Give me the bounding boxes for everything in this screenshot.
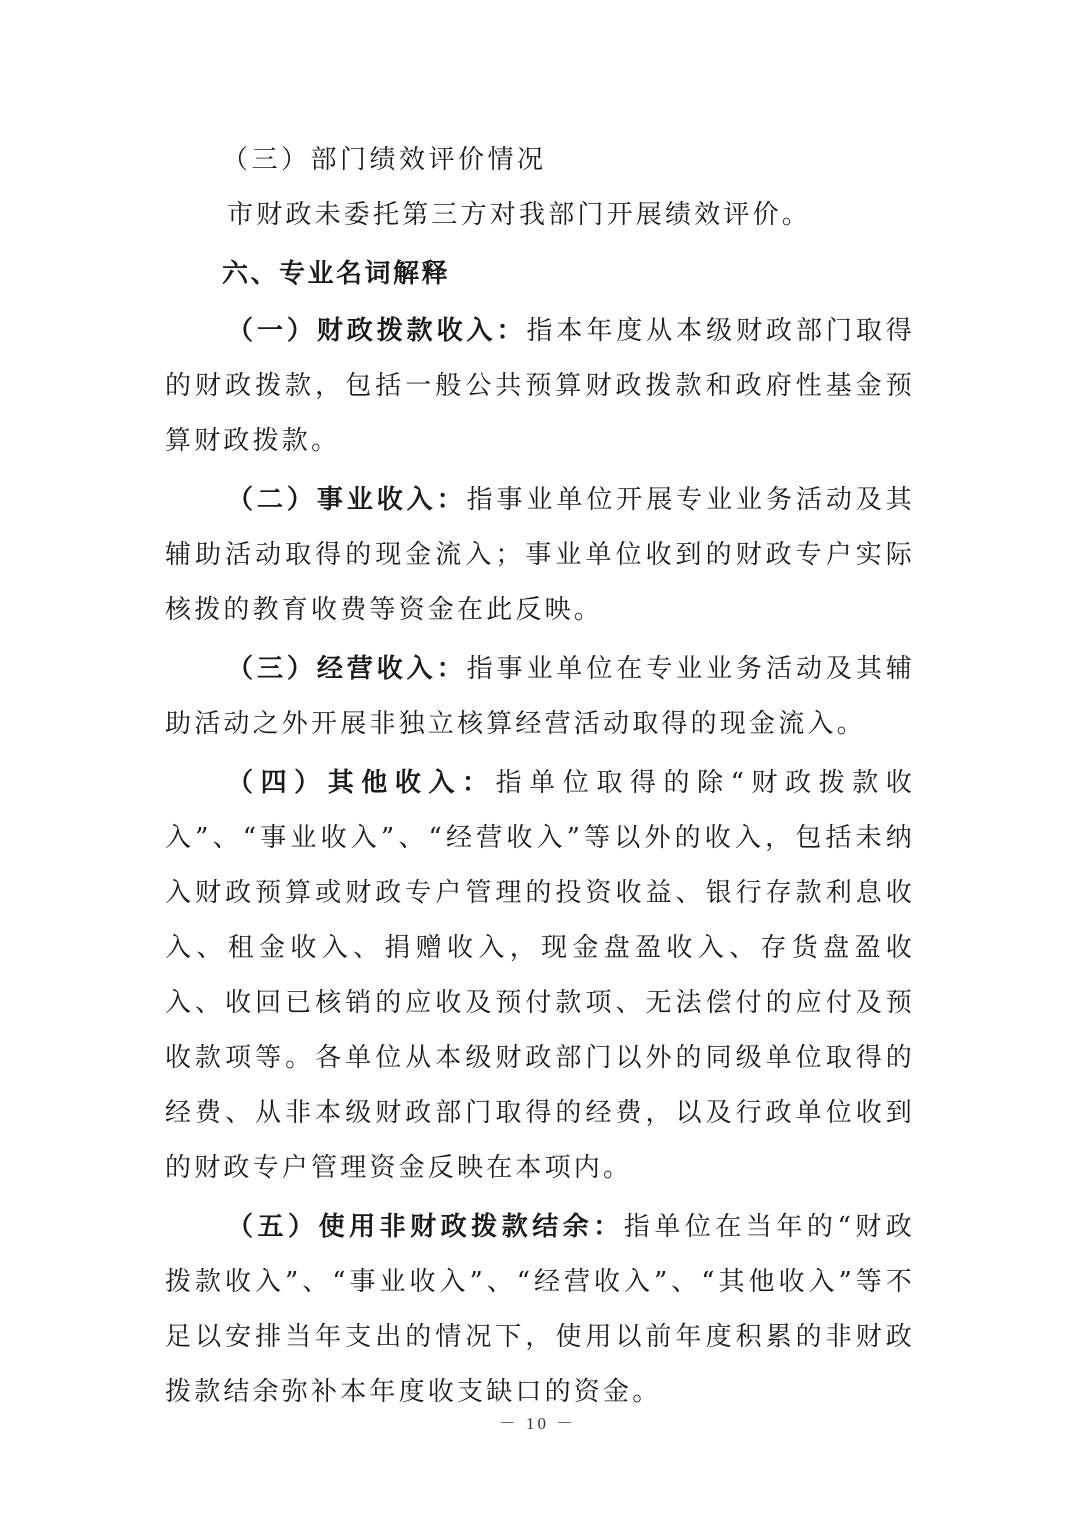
term-paragraph-business-income <box>165 473 915 638</box>
section-heading-terminology: 六、专业名词解释 <box>222 259 451 289</box>
term-definition: 指本年度从本级财政部门取得的财政拨款，包括一般公共预算财政拨款和政府性基金预算财政拨款。 <box>165 316 915 456</box>
term-label: （三）经营收入： <box>227 654 467 684</box>
term-definition: 指单位在当年的“财政拨款收入”、“事业收入”、“经营收入”、“其他收入”等不足以安排当年支出的情况下，使用以前年度积累的非财政拨款结余弥补本年度收支缺口的资金。 <box>165 1212 915 1407</box>
section-heading-performance-evaluation: （三）部门绩效评价情况 <box>222 145 547 175</box>
term-label: （四）其他收入： <box>227 768 496 798</box>
term-label: （一）财政拨款收入： <box>227 316 527 346</box>
term-paragraph-non-fiscal-balance <box>165 1200 915 1420</box>
term-definition: 指事业单位在专业业务活动及其辅助活动之外开展非独立核算经营活动取得的现金流入。 <box>165 654 915 739</box>
term-label: （二）事业收入： <box>227 485 467 515</box>
performance-evaluation-paragraph: 市财政未委托第三方对我部门开展绩效评价。 <box>227 200 812 230</box>
term-definition: 指事业单位开展专业业务活动及其辅助活动取得的现金流入；事业单位收到的财政专户实际核拨的教育收费等资金在此反映。 <box>165 485 915 625</box>
term-paragraph-fiscal-appropriation <box>165 304 915 469</box>
document-page <box>165 133 915 1420</box>
term-definition: 指单位取得的除“财政拨款收入”、“事业收入”、“经营收入”等以外的收入，包括未纳入财政预算或财政专户管理的投资收益、银行存款利息收入、租金收入、捐赠收入，现金盘盈收入、存货盘盈收入、收回已核销的应收及预付款项、无法偿付的应付及预收款项等。各单位从本级财政部门以外的同级单位取得的经费、从非本级财政部门取得的经费，以及行政单位收到的财政专户管理资金反映在本项内。 <box>165 768 915 1183</box>
page-number: － 10 － <box>498 1414 577 1433</box>
term-paragraph-operating-income <box>165 642 915 752</box>
term-paragraph-other-income <box>165 756 915 1196</box>
term-label: （五）使用非财政拨款结余： <box>227 1212 624 1242</box>
